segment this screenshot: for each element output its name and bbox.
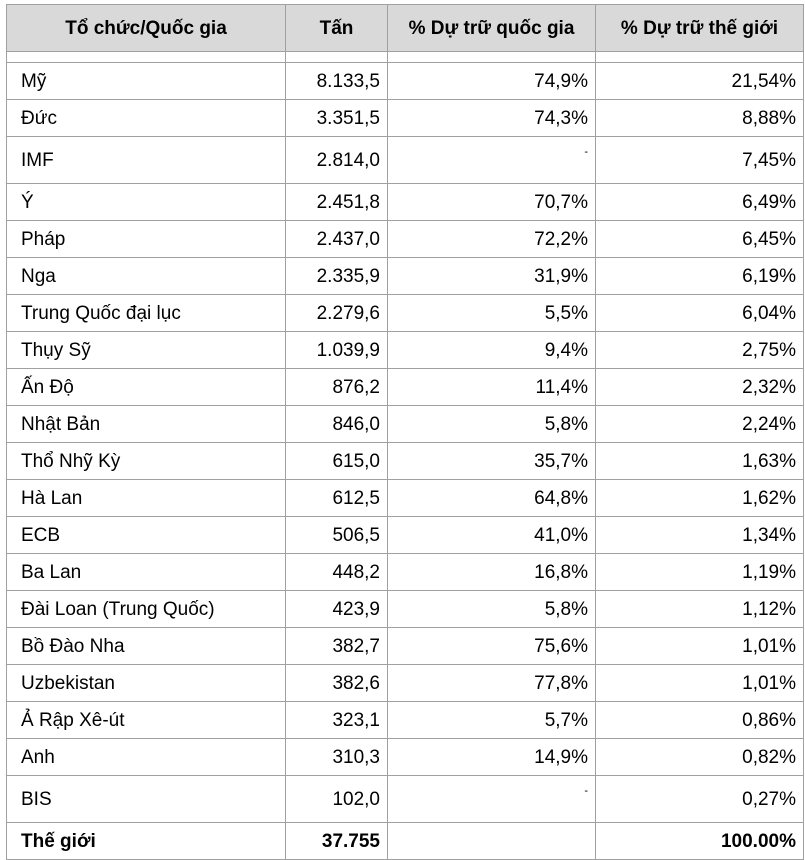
cell-pct-world: 2,75% [596,332,804,369]
table-body [7,52,804,860]
cell-pct-national: 5,7% [388,702,596,739]
cell-country: Đức [7,100,286,137]
cell-tonnes: 448,2 [286,554,388,591]
cell-pct-national: 5,5% [388,295,596,332]
cell-tonnes: 876,2 [286,369,388,406]
cell-country: Ấn Độ [7,369,286,406]
cell-pct-world: 1,01% [596,665,804,702]
cell-country: ECB [7,517,286,554]
cell-pct-world: 2,24% [596,406,804,443]
cell-tonnes: 102,0 [286,776,388,823]
cell-pct-national: - [388,137,596,184]
cell-pct-world: 6,19% [596,258,804,295]
cell-pct-world: 6,45% [596,221,804,258]
table-row [7,221,804,258]
total-row [7,823,804,860]
cell-country: Đài Loan (Trung Quốc) [7,591,286,628]
cell-tonnes: 382,7 [286,628,388,665]
cell-country: Ả Rập Xê-út [7,702,286,739]
cell-pct-national: 9,4% [388,332,596,369]
cell-pct-national: 70,7% [388,184,596,221]
total-tonnes: 37.755 [286,823,388,860]
cell-tonnes: 423,9 [286,591,388,628]
cell-tonnes: 615,0 [286,443,388,480]
cell-pct-national: 41,0% [388,517,596,554]
table-row [7,369,804,406]
header-row [7,5,804,52]
cell-country: Pháp [7,221,286,258]
header-pct-national-reserves: % Dự trữ quốc gia [388,5,596,52]
cell-pct-national: 74,3% [388,100,596,137]
cell-country: BIS [7,776,286,823]
cell-pct-national: - [388,776,596,823]
table-row [7,480,804,517]
cell-pct-national: 14,9% [388,739,596,776]
table-row [7,443,804,480]
cell-pct-world: 8,88% [596,100,804,137]
cell-tonnes: 612,5 [286,480,388,517]
cell-pct-national: 31,9% [388,258,596,295]
header-organization-country: Tổ chức/Quốc gia [7,5,286,52]
cell-country: Ý [7,184,286,221]
cell-tonnes: 2.451,8 [286,184,388,221]
table-row [7,554,804,591]
cell-tonnes: 506,5 [286,517,388,554]
cell-pct-national: 75,6% [388,628,596,665]
cell-country: Hà Lan [7,480,286,517]
cell-tonnes: 310,3 [286,739,388,776]
table-header [7,5,804,52]
cell-pct-world: 0,27% [596,776,804,823]
cell-tonnes: 2.437,0 [286,221,388,258]
header-pct-world-reserves: % Dự trữ thế giới [596,5,804,52]
table-row [7,739,804,776]
table-row [7,628,804,665]
cell-pct-world: 6,04% [596,295,804,332]
total-pct-world: 100.00% [596,823,804,860]
cell-country: Ba Lan [7,554,286,591]
cell-country: Thổ Nhỹ Kỳ [7,443,286,480]
cell-tonnes: 2.279,6 [286,295,388,332]
gold-reserves-table [6,4,804,860]
cell-tonnes: 8.133,5 [286,63,388,100]
cell-tonnes: 846,0 [286,406,388,443]
cell-pct-national: 5,8% [388,406,596,443]
cell-pct-world: 6,49% [596,184,804,221]
cell-pct-national: 5,8% [388,591,596,628]
cell-tonnes: 1.039,9 [286,332,388,369]
table-row [7,332,804,369]
table-row [7,517,804,554]
cell-country: Anh [7,739,286,776]
cell-country: Mỹ [7,63,286,100]
table-row [7,591,804,628]
table-row [7,258,804,295]
cell-pct-national: 16,8% [388,554,596,591]
cell-country: Uzbekistan [7,665,286,702]
cell-tonnes: 3.351,5 [286,100,388,137]
cell-pct-national: 64,8% [388,480,596,517]
cell-tonnes: 323,1 [286,702,388,739]
table-row [7,63,804,100]
spacer-row [7,52,804,63]
cell-country: Thụy Sỹ [7,332,286,369]
cell-pct-national: 11,4% [388,369,596,406]
table-row [7,406,804,443]
cell-pct-world: 1,34% [596,517,804,554]
cell-country: Nga [7,258,286,295]
cell-pct-world: 1,12% [596,591,804,628]
cell-pct-national: 35,7% [388,443,596,480]
cell-pct-world: 1,01% [596,628,804,665]
table-row [7,665,804,702]
cell-pct-world: 0,86% [596,702,804,739]
table-row [7,295,804,332]
cell-country: Trung Quốc đại lục [7,295,286,332]
cell-pct-national: 72,2% [388,221,596,258]
table-row [7,702,804,739]
cell-pct-world: 0,82% [596,739,804,776]
cell-tonnes: 382,6 [286,665,388,702]
table-row [7,776,804,823]
cell-tonnes: 2.814,0 [286,137,388,184]
cell-pct-world: 21,54% [596,63,804,100]
cell-country: Bồ Đào Nha [7,628,286,665]
table-row [7,137,804,184]
total-label: Thế giới [7,823,286,860]
total-pct-national [388,823,596,860]
cell-pct-world: 1,63% [596,443,804,480]
cell-pct-world: 1,62% [596,480,804,517]
table-row [7,184,804,221]
cell-country: Nhật Bản [7,406,286,443]
cell-pct-world: 2,32% [596,369,804,406]
table-row [7,100,804,137]
cell-pct-national: 74,9% [388,63,596,100]
cell-pct-world: 1,19% [596,554,804,591]
cell-country: IMF [7,137,286,184]
cell-pct-world: 7,45% [596,137,804,184]
header-tonnes: Tấn [286,5,388,52]
cell-tonnes: 2.335,9 [286,258,388,295]
cell-pct-national: 77,8% [388,665,596,702]
